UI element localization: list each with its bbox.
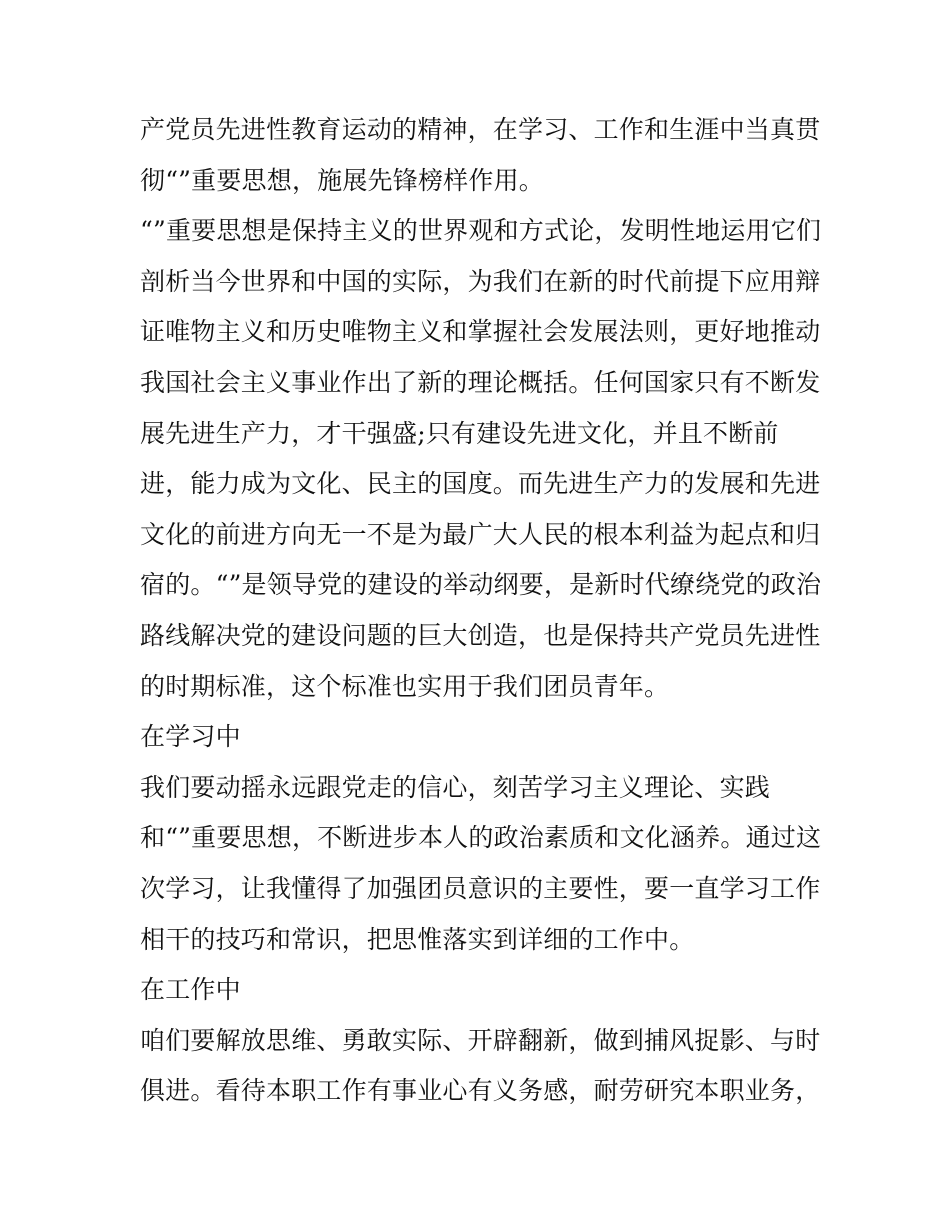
text-line: 咱们要解放思维、勇敢实际、开辟翻新，做到捕风捉影、与时: [140, 1025, 821, 1055]
text-line: 的时期标准，这个标准也实用于我们团员青年。: [140, 671, 670, 701]
text-line: 证唯物主义和历史唯物主义和掌握社会发展法则，更好地推动: [140, 317, 821, 347]
text-line: 我们要动摇永远跟党走的信心，刻苦学习主义理论、实践: [140, 772, 771, 802]
text-line: 相干的技巧和常识，把思惟落实到详细的工作中。: [140, 924, 695, 954]
text-line: “”重要思想是保持主义的世界观和方式论，发明性地运用它们: [140, 216, 822, 246]
text-line: 次学习，让我懂得了加强团员意识的主要性，要一直学习工作: [140, 873, 821, 903]
text-line: 路线解决党的建设问题的巨大创造，也是保持共产党员先进性: [140, 620, 821, 650]
text-line: 和“”重要思想，不断进步本人的政治素质和文化涵养。通过这: [140, 823, 822, 853]
text-line: 俱进。看待本职工作有事业心有义务感，耐劳研究本职业务，: [140, 1076, 821, 1106]
text-line: 剖析当今世界和中国的实际，为我们在新的时代前提下应用辩: [140, 266, 821, 296]
text-line: 文化的前进方向无一不是为最广大人民的根本利益为起点和归: [140, 519, 821, 549]
text-line: 进，能力成为文化、民主的国度。而先进生产力的发展和先进: [140, 469, 821, 499]
text-line: 彻“”重要思想，施展先锋榜样作用。: [140, 165, 544, 195]
text-line: 产党员先进性教育运动的精神，在学习、工作和生涯中当真贯: [140, 115, 821, 144]
text-line: 展先进生产力，才干强盛;只有建设先进文化，并且不断前: [140, 418, 779, 448]
document-body: [140, 105, 820, 1117]
section-heading: 在工作中: [140, 975, 241, 1005]
text-line: 我国社会主义事业作出了新的理论概括。任何国家只有不断发: [140, 367, 821, 397]
text-line: 宿的。“”是领导党的建设的举动纲要，是新时代缭绕党的政治: [140, 570, 822, 600]
section-heading: 在学习中: [140, 722, 241, 752]
